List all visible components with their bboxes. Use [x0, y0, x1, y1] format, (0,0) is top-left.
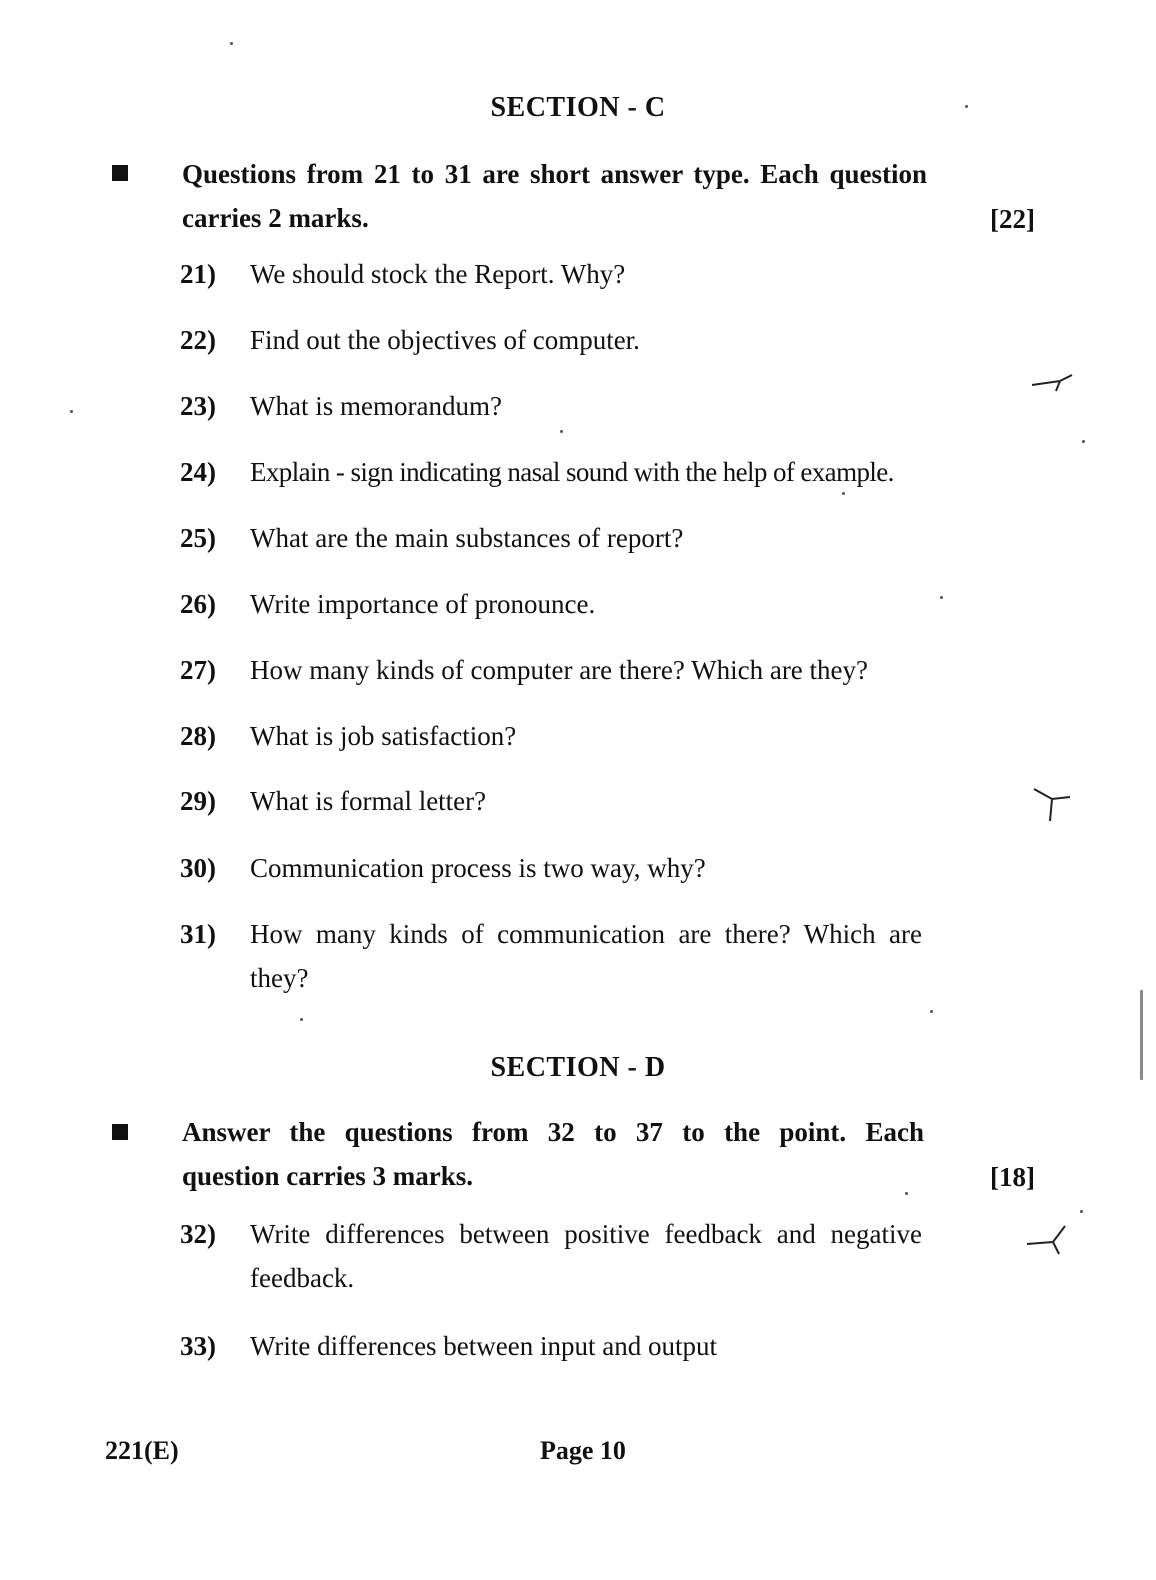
section-d-instruction [182, 1110, 924, 1198]
section-c-instruction [182, 152, 927, 240]
question-text: Write importance of pronounce. [250, 589, 596, 619]
question-number: 25) [180, 523, 216, 553]
question-number: 21) [180, 259, 216, 289]
question-text: Find out the objectives of computer. [250, 325, 640, 355]
question-text: What is memorandum? [250, 391, 502, 421]
question-number: 24) [180, 457, 216, 487]
question-text: Communication process is two way, why? [250, 853, 706, 883]
section-c-bullet [112, 165, 128, 181]
question-number: 22) [180, 325, 216, 355]
question-text: How many kinds of computer are there? Which are they? [250, 655, 869, 685]
stray-mark-icon [1030, 365, 1080, 395]
question-text: We should stock the Report. Why? [250, 259, 626, 289]
scan-speck [905, 1192, 908, 1195]
question-text: What is formal letter? [250, 786, 487, 816]
section-d-marks: [18] [990, 1162, 1035, 1192]
scan-speck [70, 410, 73, 413]
question-text: Explain - sign indicating nasal sound with the help of example. [250, 457, 894, 487]
scan-speck [560, 430, 563, 433]
scan-edge-mark [1140, 990, 1143, 1080]
section-c-instruction-line1: Questions from 21 to 31 are short answer type. Each question [182, 159, 927, 189]
scan-speck [230, 42, 233, 45]
scan-speck [842, 492, 845, 495]
question-text [250, 1212, 922, 1300]
question-text [250, 912, 922, 1000]
section-c-instruction-line2: carries 2 marks. [182, 203, 369, 233]
question-number: 30) [180, 853, 216, 883]
question-number: 32) [180, 1219, 216, 1249]
stray-mark-icon [1030, 785, 1080, 825]
question-number: 28) [180, 721, 216, 751]
section-c-marks: [22] [990, 204, 1035, 234]
scan-speck [965, 105, 968, 108]
question-text-line2: they? [250, 963, 309, 993]
stray-mark-icon [1025, 1222, 1075, 1256]
scan-speck [940, 596, 943, 599]
section-d-instruction-line2: question carries 3 marks. [182, 1161, 473, 1191]
question-number: 23) [180, 391, 216, 421]
question-text: What is job satisfaction? [250, 721, 517, 751]
scan-speck [1082, 440, 1085, 443]
section-d-bullet [112, 1124, 128, 1140]
question-text-line2: feedback. [250, 1263, 355, 1293]
question-text-line1: Write differences between positive feedback and negative [250, 1219, 922, 1249]
question-number: 33) [180, 1331, 216, 1361]
question-text: What are the main substances of report? [250, 523, 684, 553]
scan-speck [300, 1018, 303, 1021]
question-number: 27) [180, 655, 216, 685]
section-c-title: SECTION - C [490, 92, 666, 123]
section-d-instruction-line1: Answer the questions from 32 to 37 to the point. Each [182, 1117, 924, 1147]
question-number: 29) [180, 786, 216, 816]
section-d-title: SECTION - D [490, 1052, 666, 1083]
paper-code: 221(E) [105, 1436, 179, 1465]
question-text-line1: How many kinds of communication are there? Which are [250, 919, 922, 949]
scan-speck [930, 1010, 933, 1013]
question-number: 31) [180, 919, 216, 949]
page-number: Page 10 [540, 1436, 626, 1465]
question-text: Write differences between input and output [250, 1331, 718, 1361]
question-number: 26) [180, 589, 216, 619]
scan-speck [1080, 1210, 1083, 1213]
